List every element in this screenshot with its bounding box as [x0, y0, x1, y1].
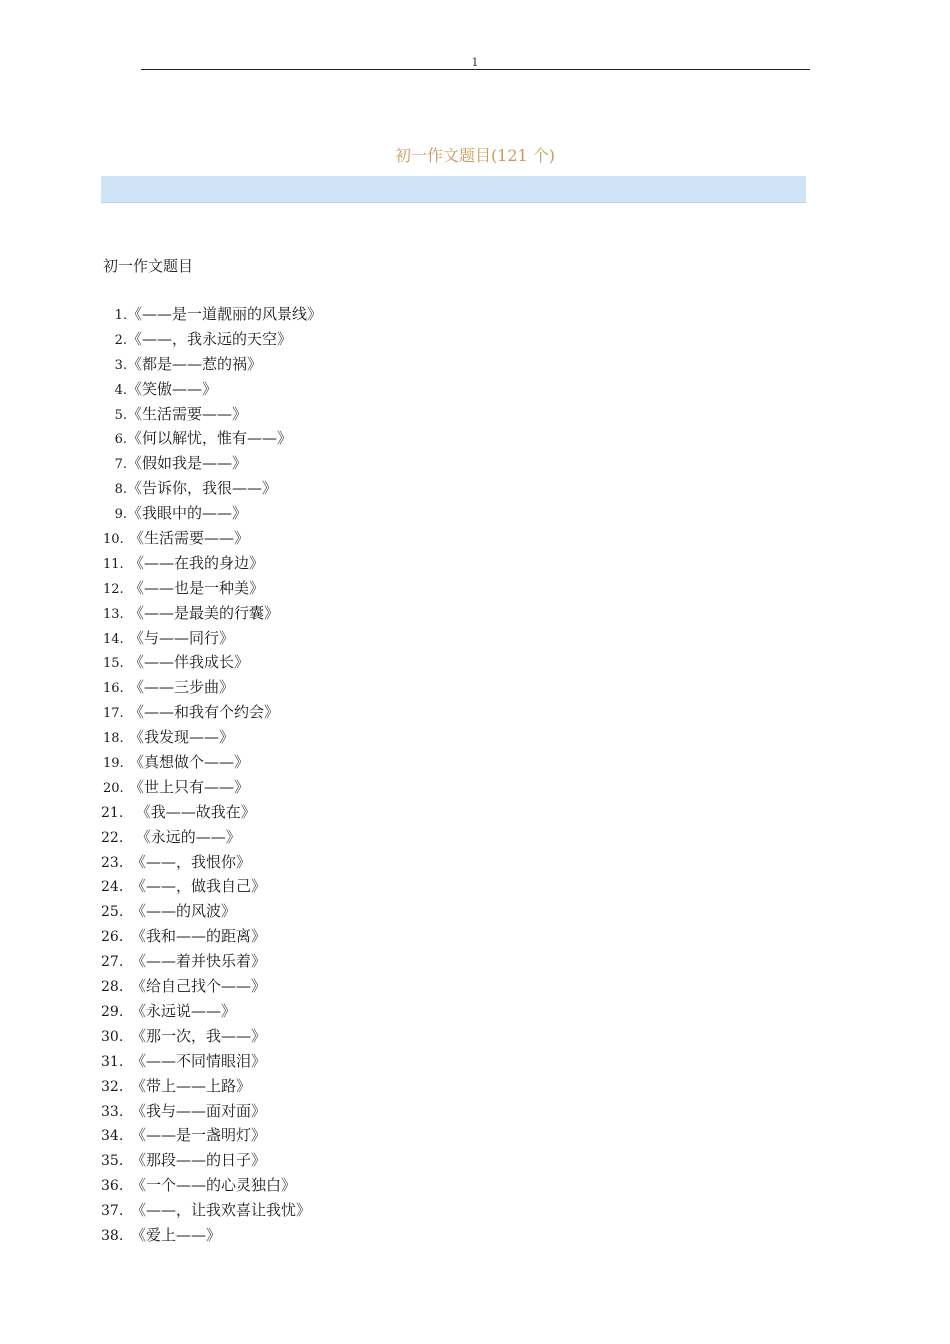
- topic-number: 2.: [114, 332, 127, 348]
- topic-item: [101, 1223, 322, 1248]
- topic-text: 《我——故我在》: [131, 802, 256, 821]
- topic-text: 《——也是一种美》: [129, 578, 265, 597]
- topic-item: [101, 576, 322, 601]
- topic-item: [101, 1198, 322, 1223]
- topic-text: 《——是最美的行囊》: [129, 603, 280, 622]
- topic-item: [101, 825, 322, 850]
- topic-number: 15.: [103, 656, 124, 672]
- topic-item: [101, 501, 322, 526]
- topic-number: 25.: [101, 904, 124, 921]
- topic-text: 《我眼中的——》: [127, 504, 248, 523]
- topic-item: [101, 974, 322, 999]
- topic-item: [101, 874, 322, 899]
- topic-text: 《带上——上路》: [131, 1076, 252, 1095]
- topic-text: 《笑傲——》: [127, 379, 218, 398]
- topic-text: 《与——同行》: [129, 628, 235, 647]
- topic-text: 《——和我有个约会》: [129, 703, 280, 722]
- topic-number: 6.: [114, 432, 127, 448]
- topic-number: 19.: [103, 756, 124, 772]
- topic-item: [101, 601, 322, 626]
- topic-number: 4.: [114, 382, 127, 398]
- topic-text: 《——的风波》: [131, 902, 237, 921]
- topic-number: 10.: [103, 532, 124, 548]
- topic-item: [101, 1173, 322, 1198]
- topic-number: 12.: [103, 581, 124, 597]
- topic-item: [101, 775, 322, 800]
- topic-item: [101, 899, 322, 924]
- topic-item: [101, 1148, 322, 1173]
- topic-text: 《那段——的日子》: [131, 1151, 267, 1170]
- topic-number: 34.: [101, 1128, 124, 1145]
- topic-item: [101, 402, 322, 427]
- section-heading: 初一作文题目: [103, 257, 194, 275]
- topic-item: [101, 526, 322, 551]
- topic-number: 16.: [103, 681, 124, 697]
- topic-text: 《生活需要——》: [129, 529, 250, 548]
- topic-number: 28.: [101, 979, 124, 996]
- topic-item: [101, 999, 322, 1024]
- topic-number: 27.: [101, 954, 124, 971]
- topic-item: [101, 850, 322, 875]
- topic-item: [101, 924, 322, 949]
- topic-number: 32.: [101, 1078, 124, 1095]
- topic-text: 《——不同情眼泪》: [131, 1051, 267, 1070]
- topic-text: 《都是——惹的祸》: [127, 354, 263, 373]
- topic-list: [101, 302, 322, 1248]
- topic-text: 《——，我永远的天空》: [127, 329, 293, 348]
- topic-number: 3.: [114, 357, 127, 373]
- title-banner-bar: [101, 176, 806, 203]
- topic-item: [101, 426, 322, 451]
- topic-item: [101, 327, 322, 352]
- topic-text: 《——是一盏明灯》: [131, 1126, 267, 1145]
- topic-number: 36.: [101, 1178, 124, 1195]
- topic-item: [101, 551, 322, 576]
- topic-number: 30.: [101, 1028, 124, 1045]
- page-number: 1: [471, 56, 479, 69]
- topic-text: 《——三步曲》: [129, 678, 235, 697]
- topic-number: 21.: [101, 804, 124, 821]
- topic-number: 1.: [114, 308, 127, 323]
- topic-text: 《——在我的身边》: [129, 553, 265, 572]
- topic-number: 31.: [101, 1053, 124, 1070]
- topic-number: 18.: [103, 731, 124, 747]
- topic-text: 《真想做个——》: [129, 753, 250, 772]
- topic-item: [101, 1074, 322, 1099]
- topic-text: 《生活需要——》: [127, 404, 248, 423]
- topic-item: [101, 476, 322, 501]
- topic-text: 《——伴我成长》: [129, 653, 250, 672]
- topic-text: 《我发现——》: [129, 728, 235, 747]
- document-title: 初一作文题目(121 个): [394, 146, 556, 165]
- topic-text: 《假如我是——》: [127, 454, 248, 473]
- topic-number: 11.: [103, 556, 124, 572]
- topic-number: 14.: [103, 631, 124, 647]
- topic-number: 33.: [101, 1103, 124, 1120]
- topic-number: 5.: [114, 407, 127, 423]
- topic-number: 9.: [114, 507, 127, 523]
- topic-text: 《我和——的距离》: [131, 927, 267, 946]
- topic-number: 17.: [103, 706, 124, 722]
- topic-text: 《爱上——》: [131, 1225, 222, 1244]
- topic-item: [101, 1123, 322, 1148]
- topic-number: 13.: [103, 606, 124, 622]
- topic-item: [101, 1099, 322, 1124]
- topic-text: 《——着并快乐着》: [131, 952, 267, 971]
- topic-item: [101, 626, 322, 651]
- topic-number: 7.: [114, 457, 127, 473]
- topic-text: 《世上只有——》: [129, 777, 250, 796]
- topic-number: 22.: [101, 829, 124, 846]
- topic-number: 23.: [101, 854, 124, 871]
- topic-number: 35.: [101, 1153, 124, 1170]
- topic-item: [101, 1049, 322, 1074]
- topic-number: 26.: [101, 929, 124, 946]
- topic-text: 《永远的——》: [131, 827, 241, 846]
- topic-text: 《何以解忧，惟有——》: [127, 429, 293, 448]
- topic-item: [101, 700, 322, 725]
- topic-number: 38.: [101, 1227, 124, 1244]
- topic-item: [101, 800, 322, 825]
- topic-item: [101, 302, 322, 327]
- topic-item: [101, 377, 322, 402]
- topic-item: [101, 650, 322, 675]
- topic-text: 《一个——的心灵独白》: [131, 1176, 297, 1195]
- topic-text: 《——，做我自己》: [131, 877, 267, 896]
- topic-item: [101, 1024, 322, 1049]
- topic-text: 《——，我恨你》: [131, 852, 252, 871]
- topic-item: [101, 750, 322, 775]
- topic-text: 《——是一道靓丽的风景线》: [127, 305, 323, 323]
- topic-number: 24.: [101, 879, 124, 896]
- topic-text: 《给自己找个——》: [131, 977, 267, 996]
- topic-number: 20.: [103, 780, 124, 796]
- topic-text: 《我与——面对面》: [131, 1101, 267, 1120]
- topic-text: 《永远说——》: [131, 1001, 237, 1020]
- topic-item: [101, 675, 322, 700]
- header-rule: [141, 69, 810, 70]
- topic-number: 37.: [101, 1203, 124, 1220]
- topic-number: 29.: [101, 1003, 124, 1020]
- topic-text: 《告诉你，我很——》: [127, 479, 278, 498]
- topic-text: 《——，让我欢喜让我忧》: [131, 1201, 312, 1220]
- topic-text: 《那一次，我——》: [131, 1026, 267, 1045]
- topic-number: 8.: [114, 482, 127, 498]
- topic-item: [101, 725, 322, 750]
- topic-item: [101, 352, 322, 377]
- topic-item: [101, 949, 322, 974]
- topic-item: [101, 451, 322, 476]
